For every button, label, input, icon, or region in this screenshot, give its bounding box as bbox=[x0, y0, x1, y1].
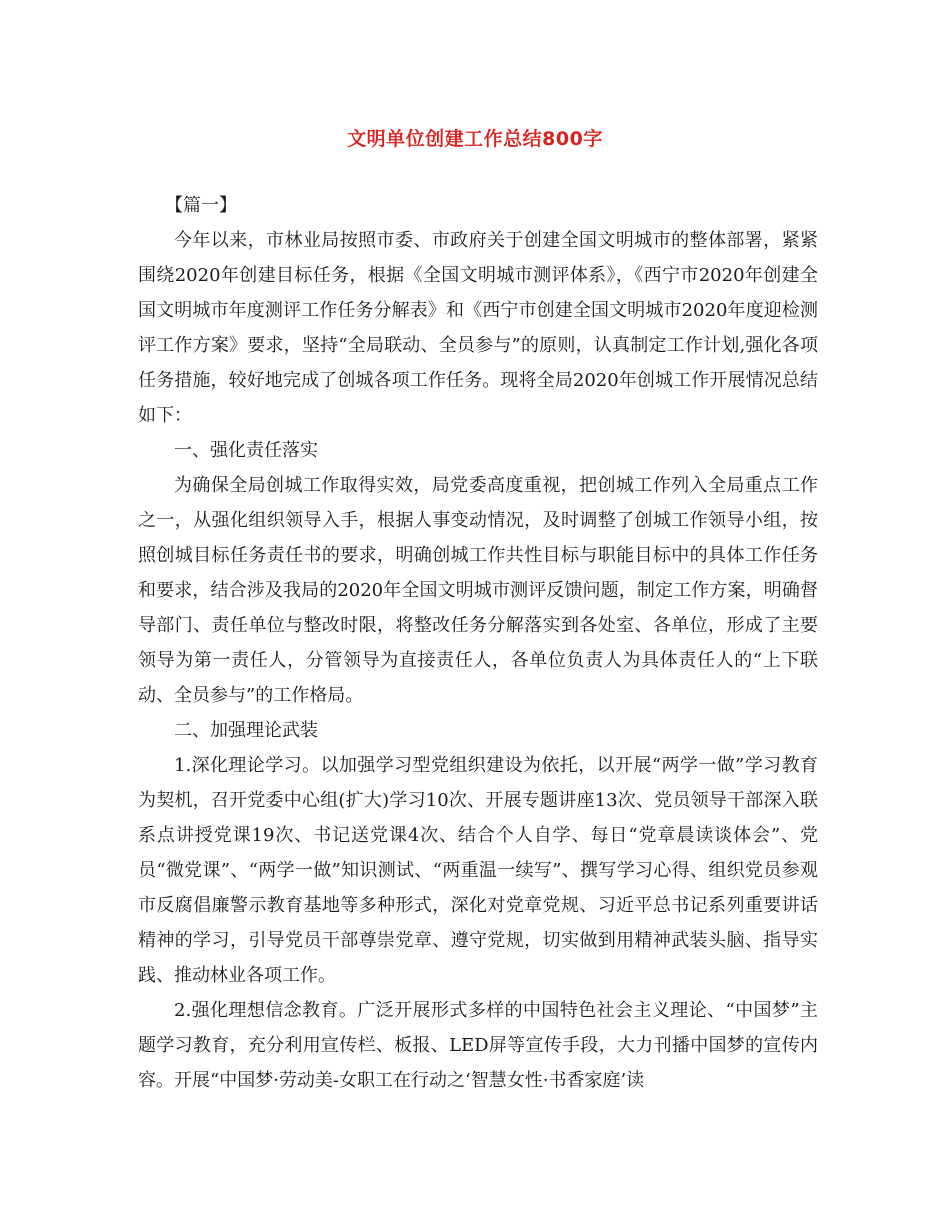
paragraph-theory-study: 1.深化理论学习。以加强学习型党组织建设为依托，以开展“两学一做”学习教育为契机，召开党委中心组(扩大)学习10次、开展专题讲座13次、党员领导干部深入联系点讲授党课19次、书记送党课4次、结合个人自学、每日“党章晨读谈体会”、党员“微党课”、“两学一做”知识测试、“两重温一续写”、撰写学习心得、组织党员参观市反腐倡廉警示教育基地等多种形式，深化对党章党规、习近平总书记系列重要讲话精神的学习，引导党员干部尊崇党章、遵守党规，切实做到用精神武装头脑、指导实践、推动林业各项工作。 bbox=[138, 755, 818, 986]
section-tag: 【篇一】 bbox=[165, 195, 237, 216]
document-body bbox=[138, 188, 818, 1098]
paragraph-intro: 今年以来，市林业局按照市委、市政府关于创建全国文明城市的整体部署，紧紧围绕2020年创建目标任务，根据《全国文明城市测评体系》，《西宁市2020年创建全国文明城市年度测评工作任务分解表》和《西宁市创建全国文明城市2020年度迎检测评工作方案》要求，坚持“全局联动、全员参与”的原则，认真制定工作计划,强化各项任务措施，较好地完成了创城各项工作任务。现将全局2020年创城工作开展情况总结如下： bbox=[138, 230, 818, 426]
heading-theory: 二、加强理论武装 bbox=[174, 720, 318, 741]
paragraph-responsibility: 为确保全局创城工作取得实效，局党委高度重视，把创城工作列入全局重点工作之一，从强化组织领导入手，根据人事变动情况，及时调整了创城工作领导小组，按照创城目标任务责任书的要求，明确创城工作共性目标与职能目标中的具体工作任务和要求，结合涉及我局的2020年全国文明城市测评反馈问题，制定工作方案，明确督导部门、责任单位与整改时限，将整改任务分解落实到各处室、各单位，形成了主要领导为第一责任人，分管领导为直接责任人，各单位负责人为具体责任人的“上下联动、全员参与”的工作格局。 bbox=[138, 475, 818, 706]
heading-responsibility: 一、强化责任落实 bbox=[174, 440, 318, 461]
paragraph-ideal-education: 2.强化理想信念教育。广泛开展形式多样的中国特色社会主义理论、“中国梦”主题学习教育，充分利用宣传栏、板报、LED屏等宣传手段，大力刊播中国梦的宣传内容。开展“中国梦·劳动美-女职工在行动之‘智慧女性·书香家庭’读 bbox=[138, 1000, 818, 1091]
page-title: 文明单位创建工作总结800字 bbox=[347, 128, 603, 150]
